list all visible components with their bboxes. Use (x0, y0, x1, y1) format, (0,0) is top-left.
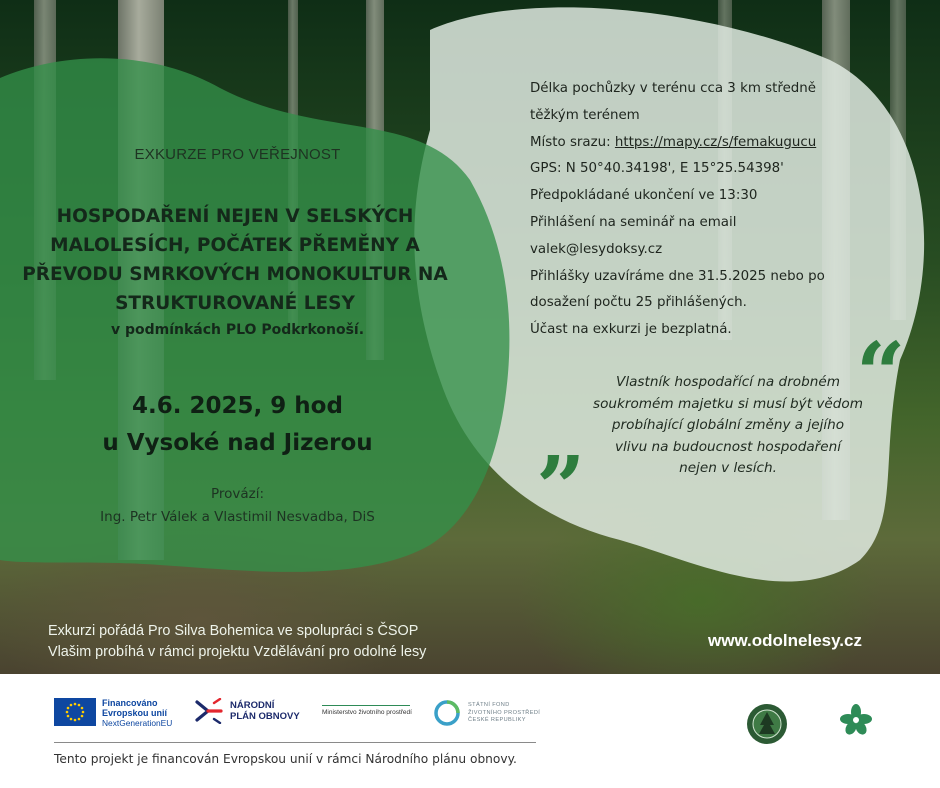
logo-strip (0, 674, 940, 788)
funding-note: Tento projekt je financován Evropskou unií v rámci Národního plánu obnovy. (54, 752, 517, 766)
event-date-block (40, 388, 435, 462)
title-line: HOSPODAŘENÍ NEJEN V SELSKÝCH (56, 206, 414, 227)
meeting-map-link[interactable]: https://mapy.cz/s/femakugucu (614, 134, 817, 150)
title-line: PŘEVODU SMRKOVÝCH MONOKULTUR NA (22, 264, 448, 285)
walk-length-line: Délka pochůzky v terénu cca 3 km středně (530, 81, 817, 96)
sfzp-logo-line: STÁTNÍ FOND (468, 702, 510, 708)
eu-logo-text (102, 698, 172, 728)
npo-logo-line: NÁRODNÍ (230, 700, 275, 711)
event-region: v podmínkách PLO Podkrkonoší. (110, 322, 365, 338)
free-participation: Účast na exkurzi je bezplatná. (530, 322, 732, 338)
title-line: STRUKTUROVANÉ LESY (115, 293, 355, 314)
walk-length-line: těžkým terénem (530, 107, 640, 123)
quote-open-icon: “ (856, 324, 906, 425)
npo-logo-text (230, 700, 300, 722)
meeting-label: Místo srazu: (530, 134, 615, 150)
quote-line: Vlastník hospodařící na drobném (616, 374, 840, 390)
event-location: u Vysoké nad Jizerou (102, 430, 373, 456)
ministry-logo-text: Ministerstvo životního prostředí (322, 709, 412, 716)
meeting-point (530, 130, 860, 157)
organizer-line: Exkurzi pořádá Pro Silva Bohemica ve spolupráci s ČSOP (48, 623, 419, 639)
end-time: Předpokládané ukončení ve 13:30 (530, 188, 758, 204)
deadline-line: Přihlášky uzavíráme dne 31.5.2025 nebo po (530, 268, 825, 284)
ministry-logo-rule (322, 705, 410, 706)
sfzp-logo-text (468, 702, 540, 725)
footer-divider (54, 742, 536, 743)
quote-text (578, 372, 878, 480)
quote-line: nejen v lesích. (679, 460, 777, 476)
eu-logo-line: NextGenerationEU (102, 718, 173, 728)
guide-names: Ing. Petr Válek a Vlastimil Nesvadba, DiS (100, 509, 375, 525)
website-link[interactable]: www.odolnelesy.cz (708, 631, 862, 650)
npo-logo (194, 698, 300, 728)
quote-line: vlivu na budoucnost hospodaření (614, 438, 842, 455)
sfzp-logo (432, 698, 541, 732)
npo-icon (194, 698, 224, 724)
eu-flag-icon (54, 698, 96, 726)
sfzp-ring-icon (432, 698, 462, 728)
csop-logo (836, 700, 892, 750)
guide-label: Provází: (210, 486, 265, 502)
event-date: 4.6. 2025, 9 hod (132, 393, 343, 419)
event-info (530, 76, 860, 344)
quote-line: soukromém majetku si musí být vědom (593, 395, 863, 412)
ministry-logo (322, 705, 410, 716)
signup-note: Přihlášení na seminář na email (530, 214, 737, 230)
organizer-line: Vlašim probíhá v rámci projektu Vzdělávání pro odolné lesy (48, 644, 427, 660)
eu-logo-line: Evropskou unií (102, 708, 168, 718)
event-subtitle: EXKURZE PRO VEŘEJNOST (134, 146, 341, 163)
sfzp-logo-line: ČESKÉ REPUBLIKY (468, 717, 526, 724)
sfzp-logo-line: ŽIVOTNÍHO PROSTŘEDÍ (468, 709, 541, 716)
deadline-line: dosažení počtu 25 přihlášených. (530, 295, 747, 311)
organizer-note (48, 621, 488, 663)
title-line: MALOLESÍCH, POČÁTEK PŘEMĚNY A (50, 235, 420, 256)
quote-line: probíhající globální změny a jejího (611, 417, 845, 433)
event-title (20, 202, 450, 318)
gps-coordinates: GPS: N 50°40.34198', E 15°25.54398' (530, 161, 784, 177)
pro-silva-seal-icon (746, 703, 788, 749)
eu-logo-line: Financováno (102, 698, 158, 708)
signup-email[interactable]: valek@lesydoksy.cz (530, 241, 663, 257)
npo-logo-line: PLÁN OBNOVY (230, 711, 300, 722)
quote-close-icon: ” (536, 438, 586, 539)
csop-flower-icon (836, 700, 892, 746)
